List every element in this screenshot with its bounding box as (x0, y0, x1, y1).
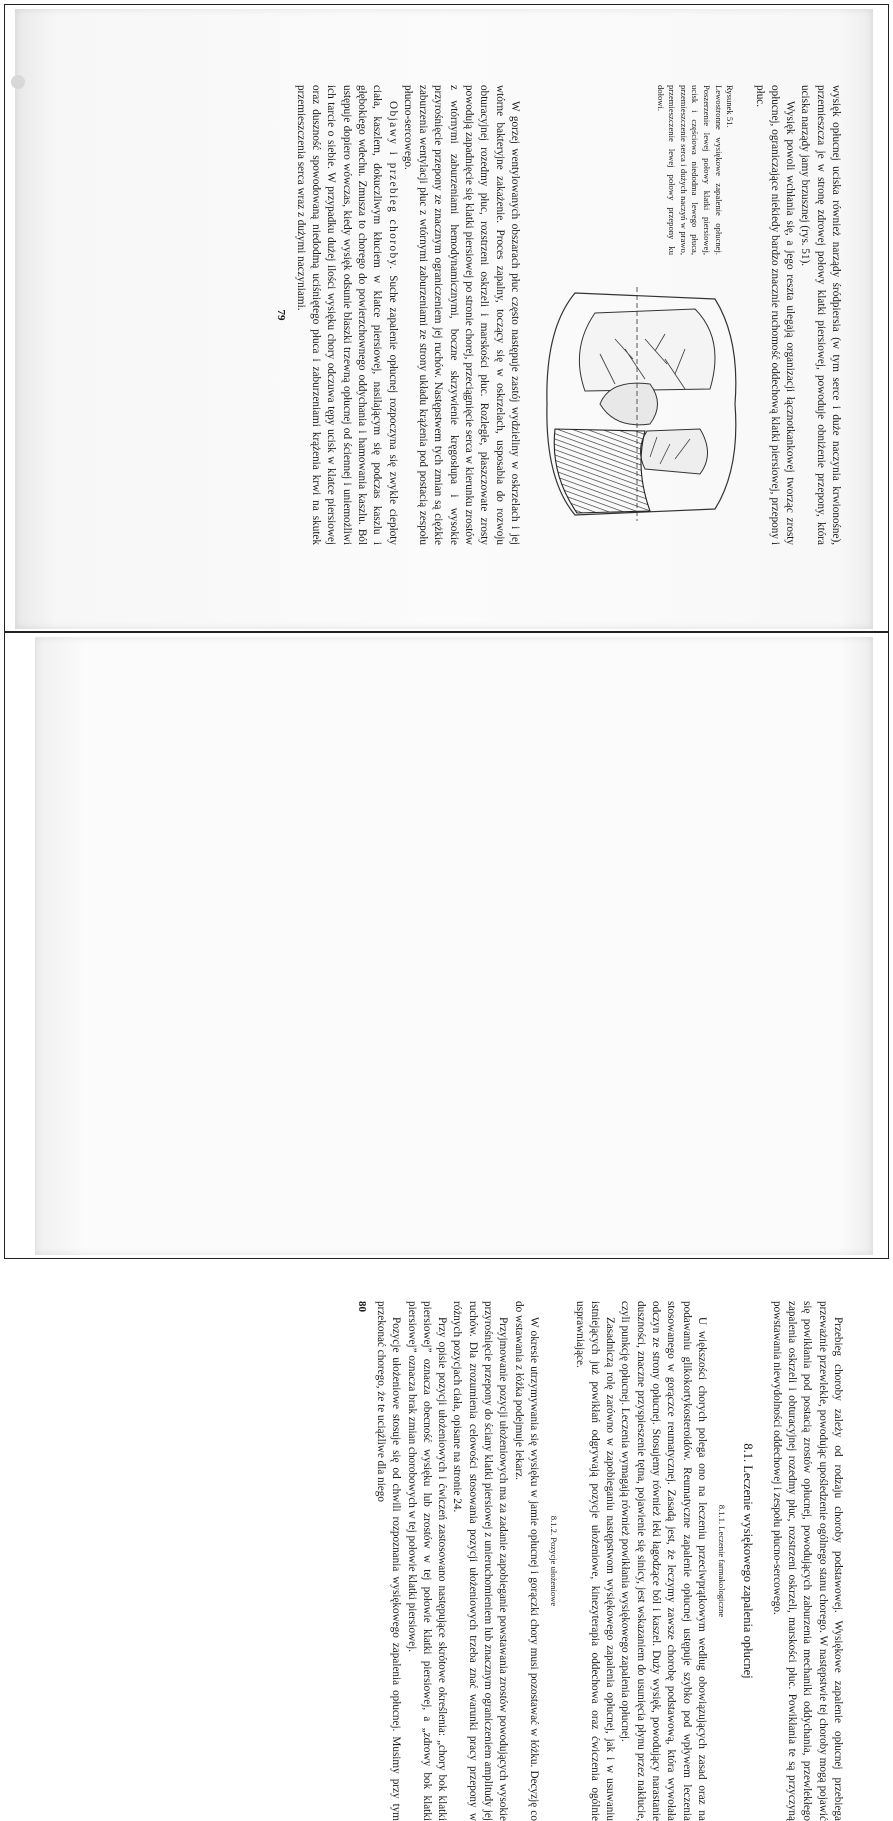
scan-page-80 (4, 632, 889, 1821)
section-heading-8-1: 8.1. Leczenie wysiękowego zapalenia opłucnej (740, 1443, 755, 1679)
page-80-paragraph-5: Przyjmowanie pozycji ułożeniowych ma za zadanie zapobieganie powstawania zrostów powodujących wysokie przyrośnięcie przepony do ściany klatki piersiowej z unieruchomieniem lub znacznym ograniczeniem amplitudy jej ruchów. Dla zrozumienia celowości stosowania pozycji ułożeniowych trzeba znać warunki pracy przepony w różnych pozycjach ciała, opisane na stronie 24. (451, 1301, 510, 1821)
page-number-79: 79 (275, 309, 288, 321)
figure-51 (530, 85, 745, 545)
chest-xray-drawing-icon (535, 279, 745, 529)
page-79-paragraph-4-body: Suche zapalenie opłucnej rozpoczyna się zwykle ciepłoty ciała, kaszlem, dokuczliwym kłuciem w klatce piersiowej, nasilającym się podczas kaszlu i głębokiego wdechu. Zmusza to chorego do powierzchownego oddychania i hamowania kaszlu. Ból ustępuje dopiero wówczas, kiedy wysięk odsunie blaszki trzewną opłucnej od ściennej i uniemożliwi ich tarcie o siebie. W przypadku dużej ilości wysięku chory odczuwa tępy ucisk w klatce piersiowej oraz duszność spowodowaną niedodmą uciśniętego płuca i zaburzeniami krążenia krwi na skutek przemieszczenia serca wraz z dużymi naczyniami. (294, 85, 399, 545)
figure-51-caption-text: Lewostronne wysiękowe zapalenie opłucnej. Poszerzenie lewej połowy klatki piersiowej, ucisk i częściowa niedodma lewego płuca, przemieszczenie serca i dużych naczyń w prawo, przemieszczenie lewej połowy przepony ku dołowi. (655, 85, 724, 255)
page-80-paragraph-6: Przy opisie pozycji ułożeniowych i ćwiczeń zastosowano następujące skrótowe określenia: „chory bok klatki piersiowej” oznacza obecność wysięku lub zrostów w tej połowie klatki piersiowej, a „zdrowy bok klatki piersiowej” oznacza brak zmian chorobowych w tej połowie klatki piersiowej. (405, 1301, 449, 1821)
subsection-heading-8-1-1: 8.1.1. Leczenie farmakologiczne (717, 1504, 728, 1618)
page-80-paragraph-3: Zasadniczą rolę zarówno w zapobieganiu następstwom wysiękowego zapalenia opłucnej, jak i w usuwaniu istniejących już powikłań odgrywają pozycje ułożeniowe, kinezyterapia oddechowa oraz ćwiczenia ogólnie usprawniające. (573, 1301, 617, 1821)
figure-51-caption (654, 85, 745, 255)
page-79-paragraph-2: Wysięk powoli wchłania się, a jego reszta ulegają organizacji łącznotkankowej tworząc zrosty opłucnej, ograniczające niekiedy bardzo znacznie ruchomość oddechową klatki piersiowej, przepony i płuc. (753, 85, 797, 545)
page-80-paragraph-4: W okresie utrzymywania się wysięku w jamie opłucnej i gorączki chory musi pozostawać w łóżku. Decyzję co do wstawania z łóżka podejmuje lekarz. (512, 1301, 540, 1821)
page-80-paragraph-1: Przebieg choroby zależy od rodzaju choroby podstawowej. Wysiękowe zapalenie opłucnej przebiega przeważnie przewlekle, powodując upośledzenie ogólnego stanu chorego. W następstwie tej choroby mogą pojawić się powikłania pod postacią zrostów opłucnej, powodujących zaburzenia mechaniki oddychania, przewlekłego zapalenia oskrzeli i obturacyjnej rozedmy płuc, rozstrzeni oskrzeli, marskości płuc. Powikłania te są przyczyną powstawania niewydolności oddechowej i zespołu płucno-sercowego. (770, 1301, 844, 1821)
figure-51-illustration (530, 279, 745, 529)
figure-51-caption-title: Rysunek 51. (725, 85, 736, 128)
page-80-text-block (55, 1301, 845, 1821)
page-number-80: 80 (355, 1301, 368, 1312)
page-79-text-block (63, 85, 843, 545)
scan-page-79 (4, 4, 889, 632)
page-79-paragraph-1: wysięk opłucnej uciska również narządy śródpiersia (w tym serce i duże naczynia krwionośne), przemieszcza je w stronę zdrowej połowy klatki piersiowej, powoduje obniżenie przepony, która uciska narządy jamy brzusznej (rys. 51). (799, 85, 842, 545)
page-80-paper (35, 637, 873, 1255)
subsection-heading-8-1-2: 8.1.2. Pozycje ułożeniowe (549, 1515, 560, 1607)
page-79-paragraph-3: W gorzej wentylowanych obszarach płuc często następuje zastój wydzieliny w oskrzelach i jej wtórne bakteryjne zakażenie. Proces zapalny, toczący się w oskrzelach, usposabia do rozwoju obturacyjnej rozedmy płuc, rozstrzeni oskrzeli i marskości płuc. Rozległe, płaszczowate zrosty powodują zapadnięcie się klatki piersiowej po stronie chorej, przeciągnięcie serca w kierunku zrostów z wtórnymi zaburzeniami hemodynamicznymi, boczne skrzywienie kręgosłupa i wysokie przyrośnięcie przepony ze znacznym ograniczeniem jej ruchów. Następstwem tych zmian są ciężkie zaburzenia wentylacji płuc z wtórnymi zaburzeniami ze strony układu krążenia pod postacią zespołu płucno-sercowego. (401, 85, 521, 545)
page-80-paragraph-7: Pozycje ułożeniowe stosuje się od chwili rozpoznania wysiękowego zapalenia opłucnej. Musimy przy tym przekonać chorego, że te uciążliwe dla niego (374, 1301, 403, 1821)
page-79-paragraph-4 (292, 85, 399, 545)
page-80-paragraph-2: U większości chorych polega ono na leczeniu przeciwprątkowym według obowiązujących zasad oraz na podawaniu glikokortykosteroidów. Reumatyczne zapalenie opłucnej ustępuje szybko pod wpływem leczenia stosowanego w gorączce reumatycznej. Zasadą jest, że leczymy zawsze chorobę podstawową, która wywołała odczyn ze strony opłucnej. Stosujemy również leki łagodzące ból i kaszel. Duży wysięk, powodujący narastanie duszności, znaczne przyspieszenie tętna, pojawienie się sinicy, jest wskazaniem do usunięcia płynu przez nakłucie, czyli punkcję opłucnej. Leczenia wymagają również powikłania wysiękowego zapalenia opłucnej. (619, 1301, 708, 1821)
binding-hole (11, 75, 25, 89)
objawy-heading: Objawy i przebieg choroby. (386, 101, 399, 271)
